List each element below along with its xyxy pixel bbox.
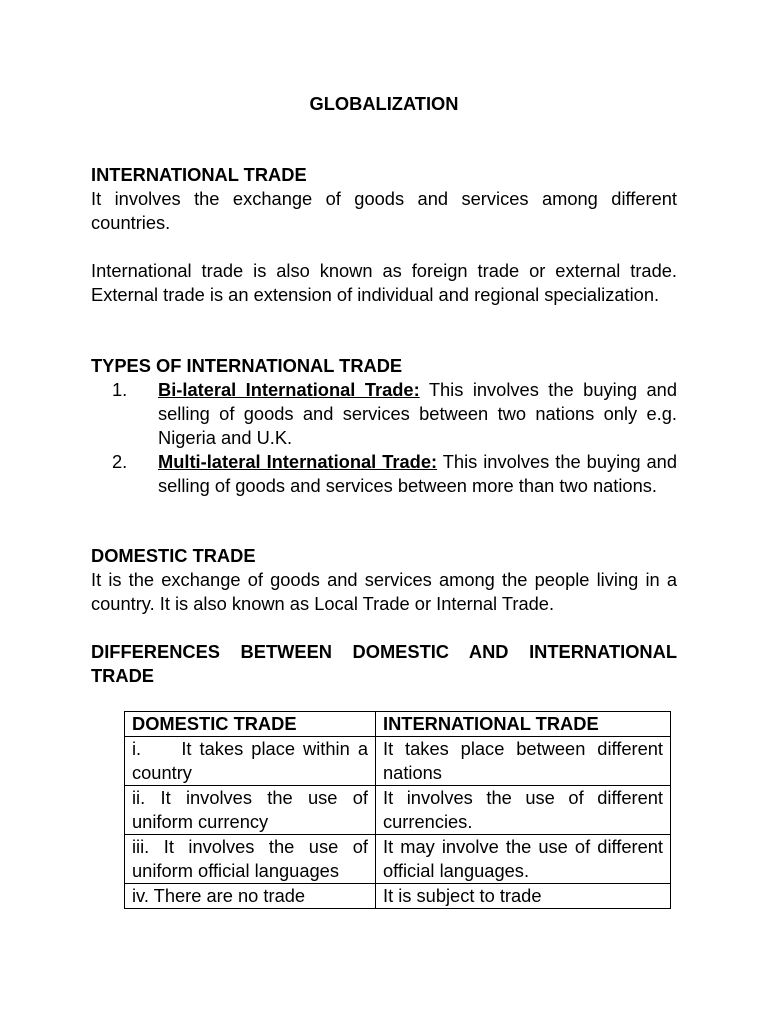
table-cell-international: It may involve the use of different official languages.: [376, 835, 671, 884]
table-header-domestic: DOMESTIC TRADE: [125, 712, 376, 737]
differences-section: [91, 640, 677, 688]
table-row: [125, 835, 671, 884]
types-section: [91, 354, 677, 378]
types-heading: TYPES OF INTERNATIONAL TRADE: [91, 355, 403, 376]
list-item-text: This involves the buying and selling of goods and services between more than two nations.: [158, 451, 677, 496]
list-item: [91, 378, 677, 450]
table-cell-international: It takes place between different nations: [376, 737, 671, 786]
table-header-international: INTERNATIONAL TRADE: [376, 712, 671, 737]
table-cell-international: It involves the use of different currencies.: [376, 786, 671, 835]
table-row: [125, 884, 671, 909]
types-list: [91, 378, 677, 498]
table-cell-domestic: iv. There are no trade: [125, 884, 376, 909]
table-cell-domestic: iii. It involves the use of uniform official languages: [125, 835, 376, 884]
list-item-term: Multi-lateral International Trade:: [158, 451, 438, 472]
international-trade-heading: INTERNATIONAL TRADE: [91, 164, 307, 185]
table-row: [125, 737, 671, 786]
document-title: GLOBALIZATION: [309, 93, 459, 114]
international-trade-alias-text: International trade is also known as foreign trade or external trade. External trade is an extension of individual and regional specialization.: [91, 260, 677, 305]
table-cell-international: It is subject to trade: [376, 884, 671, 909]
domestic-trade-heading: DOMESTIC TRADE: [91, 545, 256, 566]
international-trade-alias-paragraph: [91, 259, 677, 307]
international-trade-section: [91, 163, 677, 235]
domestic-trade-section: [91, 544, 677, 616]
domestic-trade-definition: It is the exchange of goods and services among the people living in a country. It is also known as Local Trade or Internal Trade.: [91, 569, 677, 614]
list-item-number: 1.: [112, 379, 128, 400]
list-item-term: Bi-lateral International Trade:: [158, 379, 420, 400]
list-item-text: This involves the buying and selling of goods and services between two nations only e.g. Nigeria and U.K.: [158, 379, 678, 448]
table-cell-domestic: ii. It involves the use of uniform currency: [125, 786, 376, 835]
list-item-number: 2.: [112, 451, 128, 472]
international-trade-definition: It involves the exchange of goods and services among different countries.: [91, 188, 677, 233]
table-header-row: [125, 712, 671, 737]
list-item: [91, 450, 677, 498]
table-row: [125, 786, 671, 835]
differences-heading: DIFFERENCES BETWEEN DOMESTIC AND INTERNATIONAL TRADE: [91, 641, 677, 686]
table-cell-domestic: i. It takes place within a country: [125, 737, 376, 786]
differences-table: [124, 711, 671, 909]
